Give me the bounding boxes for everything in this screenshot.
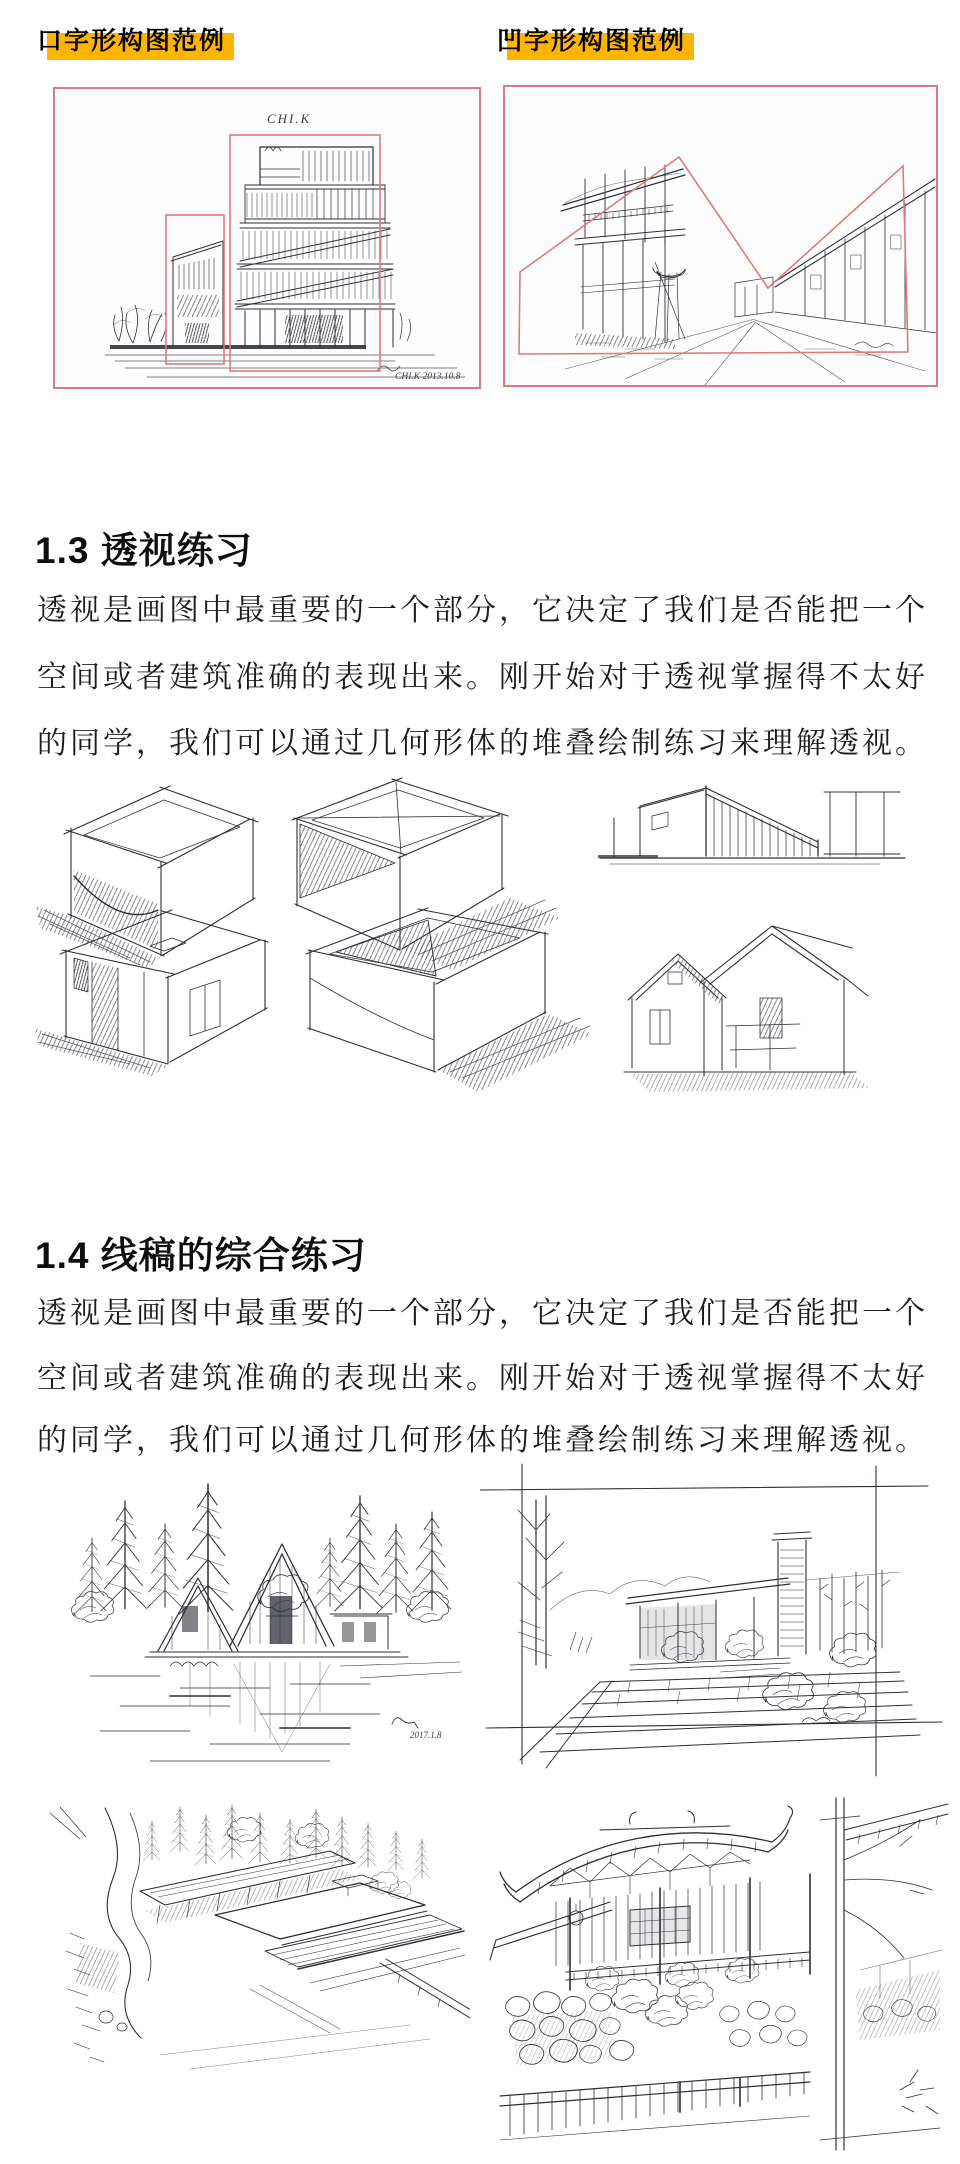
paragraph-line: 的同学，我们可以通过几何形体的堆叠绘制练习来理解透视。 xyxy=(37,727,928,760)
conifer-row xyxy=(143,1805,429,1879)
label-square-composition xyxy=(37,21,226,57)
signature-squiggle xyxy=(392,1718,418,1728)
section-heading-1-4: 1.4 线稿的综合练习 xyxy=(35,1234,367,1276)
section-heading-1-3: 1.3 透视练习 xyxy=(35,529,253,571)
garden-linework xyxy=(518,1496,900,1678)
stone-wall xyxy=(506,1958,807,2066)
stair-elevation-sketch xyxy=(598,786,905,864)
paragraph-line: 空间或者建筑准确的表现出来。刚开始对于透视掌握得不太好 xyxy=(37,661,928,694)
paragraph-line: 空间或者建筑准确的表现出来。刚开始对于透视掌握得不太好 xyxy=(37,1362,928,1395)
gabled-house-sketch xyxy=(624,926,870,1092)
water-reflections xyxy=(90,1662,462,1761)
label-concave-composition xyxy=(497,21,686,57)
figure-concave-composition-sketch xyxy=(503,85,938,387)
pavilion-wall xyxy=(556,1874,810,1990)
sketch-caption: CHI.K xyxy=(267,111,312,126)
paragraph-line: 的同学，我们可以通过几何形体的堆叠绘制练习来理解透视。 xyxy=(37,1424,928,1457)
figure-chinese-pavilion-sketch xyxy=(480,1790,950,2164)
red-overlay-concave xyxy=(519,157,908,354)
figure-lake-house-sketch xyxy=(30,1466,470,1781)
building-linework xyxy=(105,147,465,377)
boxes-sketch xyxy=(0,758,960,1118)
courtyard-sketch xyxy=(505,87,936,385)
paragraph-line: 透视是画图中最重要的一个部分，它决定了我们是否能把一个 xyxy=(37,594,928,627)
paragraph-line: 透视是画图中最重要的一个部分，它决定了我们是否能把一个 xyxy=(37,1297,928,1330)
sketch-signature: CHI.K 2013.10.8 xyxy=(395,372,461,382)
aerial-building-sketch xyxy=(10,1793,470,2093)
lake-house-sketch xyxy=(30,1466,470,1781)
plank-path xyxy=(520,1672,920,1768)
figure-square-composition-sketch xyxy=(53,87,481,389)
building-complex xyxy=(140,1851,470,2033)
label-text: 凹字形构图范例 xyxy=(497,27,687,55)
foreground-fence xyxy=(500,2072,810,2140)
houses-linework xyxy=(145,1544,408,1666)
garden-path-sketch xyxy=(480,1460,950,1790)
figure-aerial-building-sketch xyxy=(10,1793,470,2093)
pole-and-branches xyxy=(820,1798,948,2150)
building-sketch xyxy=(55,89,479,387)
chinese-pavilion-sketch xyxy=(480,1790,950,2164)
figure-garden-path-sketch xyxy=(480,1460,950,1790)
stone-shading xyxy=(512,2010,614,2066)
figure-perspective-boxes xyxy=(0,758,960,1118)
pine-trees xyxy=(71,1484,451,1622)
label-text: 口字形构图范例 xyxy=(37,27,227,55)
sketch-signature: 2017.1.8 xyxy=(410,1730,442,1740)
box-open-top xyxy=(36,786,258,968)
